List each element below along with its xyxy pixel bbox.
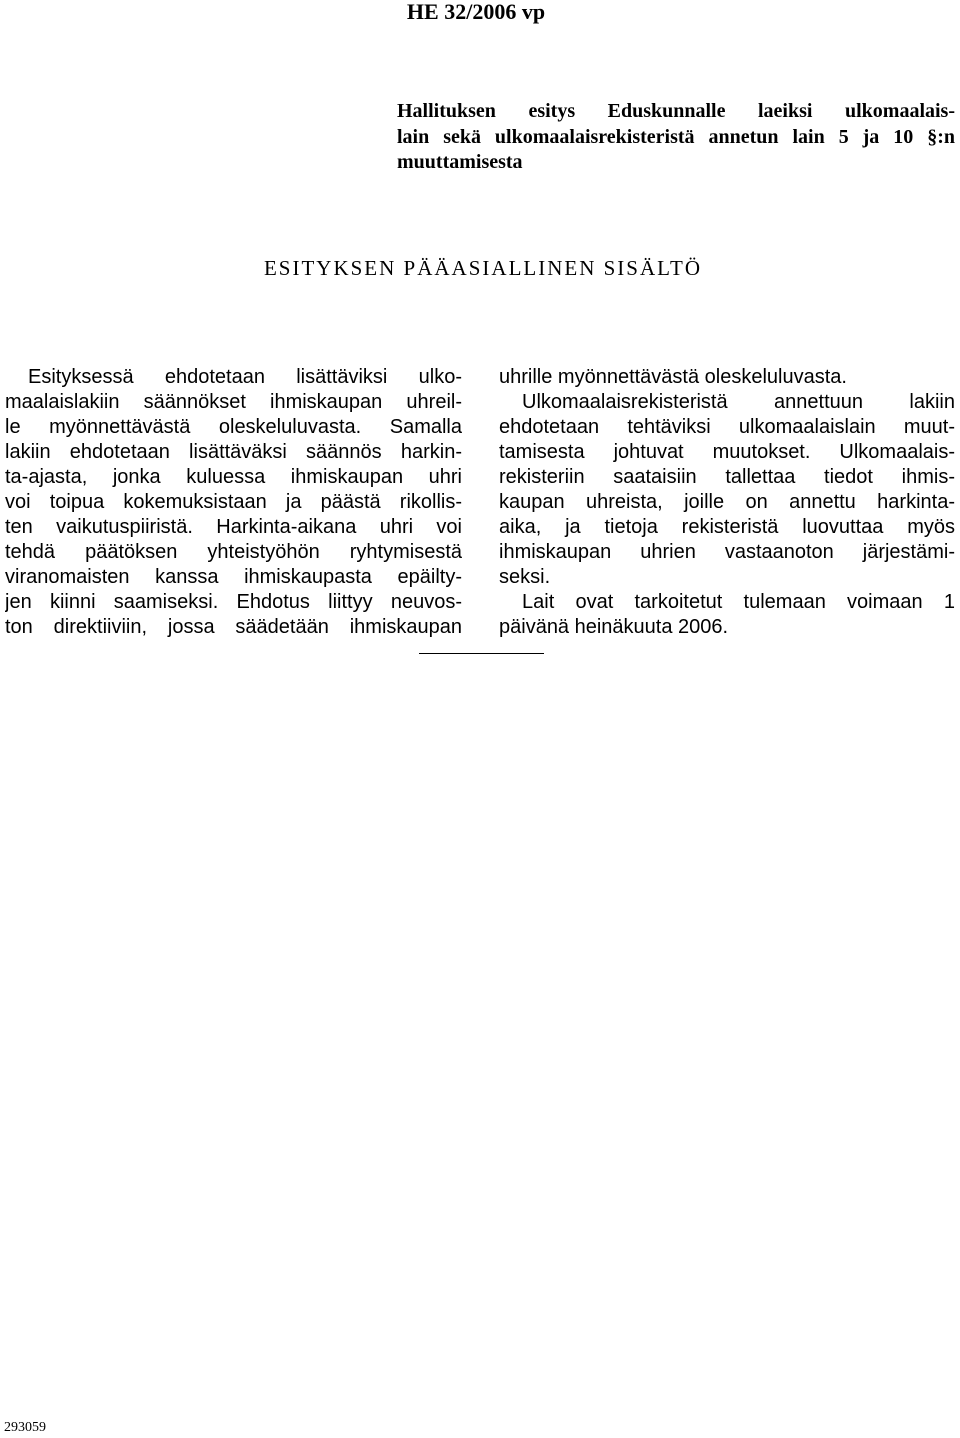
- summary-line: Lait ovat tarkoitetut tulemaan voimaan 1: [522, 591, 955, 613]
- summary-right-column: [499, 365, 955, 640]
- summary-line: päivänä heinäkuuta 2006.: [499, 616, 729, 638]
- summary-line: Ulkomaalaisrekisteristä annettuun lakiin: [522, 391, 955, 413]
- summary-line: ten vaikutuspiiristä. Harkinta-aikana uhri voi: [5, 516, 462, 538]
- summary-line: maalaislakiin säännökset ihmiskaupan uhreil-: [5, 391, 462, 413]
- summary-line: tamisesta johtuvat muutokset. Ulkomaalais-: [499, 441, 955, 463]
- summary-line: ihmiskaupan uhrien vastaanoton järjestämi-: [499, 541, 955, 563]
- section-divider: [419, 653, 544, 654]
- summary-line: Esityksessä ehdotetaan lisättäviksi ulko-: [28, 366, 462, 388]
- bill-title-line: muuttamisesta: [397, 151, 523, 173]
- section-heading: ESITYKSEN PÄÄASIALLINEN SISÄLTÖ: [263, 256, 703, 280]
- bill-title-line: lain sekä ulkomaalaisrekisteristä annetun lain 5 ja 10 §:n: [397, 125, 955, 148]
- summary-line: jen kiinni saamiseksi. Ehdotus liittyy neuvos-: [5, 591, 462, 613]
- summary-line: ta-ajasta, jonka kuluessa ihmiskaupan uhri: [5, 466, 462, 488]
- summary-line: ehdotetaan tehtäviksi ulkomaalaislain muut-: [499, 416, 955, 438]
- bill-title: [397, 99, 955, 176]
- summary-line: seksi.: [499, 566, 551, 588]
- summary-line: viranomaisten kanssa ihmiskaupasta epäilty-: [5, 566, 462, 588]
- summary-line: ton direktiiviin, jossa säädetään ihmiskaupan: [5, 616, 462, 638]
- document-id: HE 32/2006 vp: [406, 0, 546, 24]
- summary-line: rekisteriin saataisiin tallettaa tiedot ihmis-: [499, 466, 955, 488]
- summary-line: le myönnettävästä oleskeluluvasta. Samalla: [5, 416, 462, 438]
- summary-line: tehdä päätöksen yhteistyöhön ryhtymisestä: [5, 541, 462, 563]
- summary-line: voi toipua kokemuksistaan ja päästä rikollis-: [5, 491, 462, 513]
- summary-line: lakiin ehdotetaan lisättäväksi säännös harkin-: [5, 441, 462, 463]
- summary-line: uhrille myönnettävästä oleskeluluvasta.: [499, 366, 847, 388]
- bill-title-line: Hallituksen esitys Eduskunnalle laeiksi ulkomaalais-: [397, 100, 955, 122]
- summary-line: kaupan uhreista, joille on annettu harkinta-: [499, 491, 955, 513]
- page-code: 293059: [4, 1420, 46, 1435]
- summary-left-column: [5, 365, 462, 640]
- summary-line: aika, ja tietoja rekisteristä luovuttaa myös: [499, 516, 955, 538]
